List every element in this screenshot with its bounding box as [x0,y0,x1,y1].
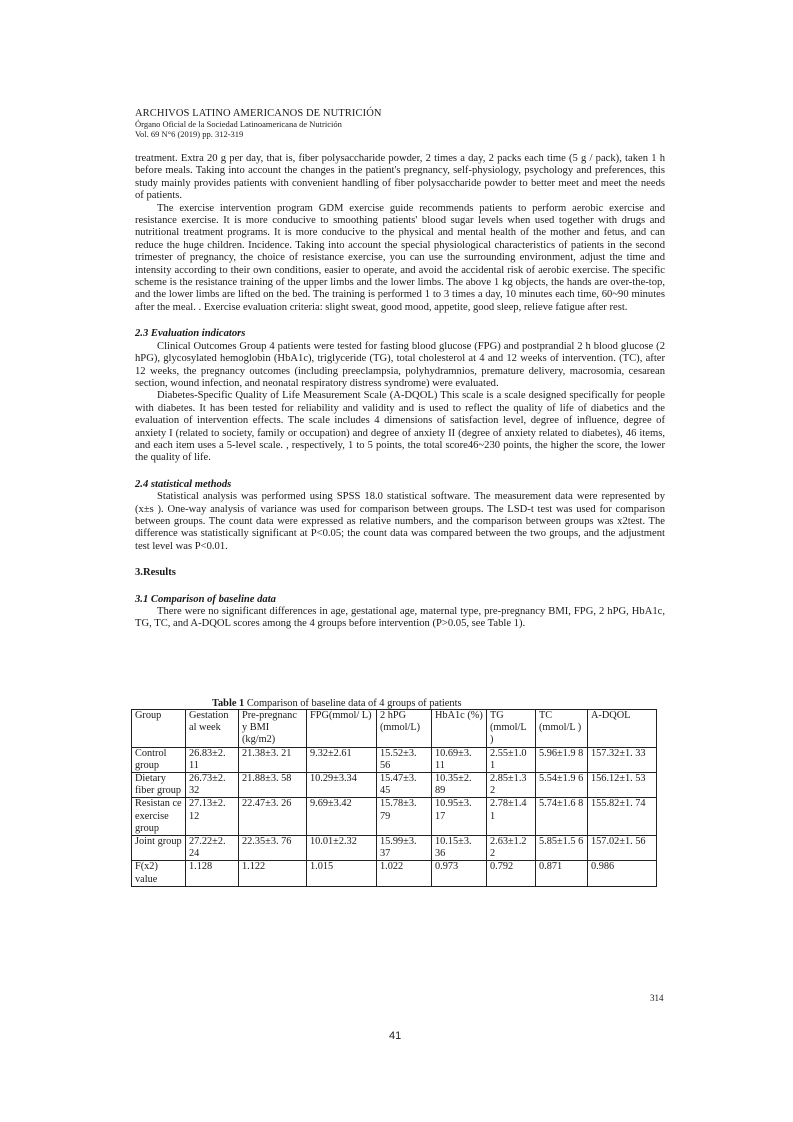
table-cell: 15.99±3. 37 [377,836,432,861]
table-cell: 22.35±3. 76 [239,836,307,861]
table-row [132,836,657,861]
table-cell: 157.32±1. 33 [588,747,657,772]
article-body [135,153,665,631]
table-cell: 5.85±1.5 6 [536,836,588,861]
table-row [132,747,657,772]
table-caption-text: Comparison of baseline data of 4 groups of patients [244,698,462,709]
table-cell: 2.63±1.2 2 [487,836,536,861]
paragraph-statistics: Statistical analysis was performed using SPSS 18.0 statistical software. The measurement data were represented by (x±s ). One-way analysis of variance was used for comparison between groups. The LSD-t test was used for comparison between groups. The count data were expressed as relative numbers, and the comparison between groups was x2test. The difference was statistically significant at P<0.05; the count data was compared between the two groups, and the adjustment test level was P<0.01. [135,491,665,552]
baseline-table [131,709,657,887]
table-cell: 2.85±1.3 2 [487,773,536,798]
table-cell: 10.69±3. 11 [432,747,487,772]
table-cell: 26.83±2. 11 [186,747,239,772]
journal-header [135,108,675,139]
table-header-cell: TG (mmol/L ) [487,710,536,748]
table-cell: 5.74±1.6 8 [536,798,588,836]
table-cell: 1.122 [239,861,307,886]
table-row [132,773,657,798]
table-cell: 27.22±2. 24 [186,836,239,861]
table-row [132,861,657,886]
table-cell: 26.73±2. 32 [186,773,239,798]
table-cell: 21.38±3. 21 [239,747,307,772]
table-cell: 0.986 [588,861,657,886]
table-cell: 10.29±3.34 [307,773,377,798]
table-cell: Joint group [132,836,186,861]
table-cell: 10.95±3. 17 [432,798,487,836]
section-heading-2-3: 2.3 Evaluation indicators [135,328,246,340]
table-cell: 22.47±3. 26 [239,798,307,836]
paragraph-adqol: Diabetes-Specific Quality of Life Measurement Scale (A-DQOL) This scale is a scale designed specifically for people with diabetes. It has been tested for reliability and validity and is used to reflect the quality of life of diabetics and the evaluation of intervention effects. The scale includes 4 dimensions of satisfaction level, degree of influence, degree of anxiety I (related to society, family or occupation) and degree of anxiety II (degree of anxiety related to diabetes), 46 items, and each item uses a 5-level scale. , respectively, 1 to 5 points, the total score46~230 points, the higher the score, the lower the quality of life. [135,390,665,464]
table-cell: 0.871 [536,861,588,886]
table-header-row [132,710,657,748]
table-cell: 15.47±3. 45 [377,773,432,798]
journal-organ: Órgano Oficial de la Sociedad Latinoamericana de Nutrición [135,119,342,129]
table-cell: 0.973 [432,861,487,886]
table-cell: Control group [132,747,186,772]
table-cell: 5.96±1.9 8 [536,747,588,772]
table-cell: 156.12±1. 53 [588,773,657,798]
paragraph-clinical-outcomes: Clinical Outcomes Group 4 patients were tested for fasting blood glucose (FPG) and postprandial 2 h blood glucose (2 hPG), glycosylated hemoglobin (HbA1c), triglyceride (TG), total cholesterol at 4 and 12 weeks of intervention. (TC), after 12 weeks, the pregnancy outcomes (including preeclampsia, polyhydramnios, premature delivery, macrosomia, cesarean section, wound infection, and neonatal respiratory distress syndrome) were evaluated. [135,340,665,389]
table-cell: 1.128 [186,861,239,886]
table-header-cell: A-DQOL [588,710,657,748]
table-caption-label: Table 1 [212,698,245,709]
section-heading-2-4: 2.4 statistical methods [135,478,232,490]
table-cell: 27.13±2. 12 [186,798,239,836]
table-cell: 1.015 [307,861,377,886]
section-heading-3-1: 3.1 Comparison of baseline data [135,593,276,605]
table-header-cell: Gestation al week [186,710,239,748]
table-cell: 10.01±2.32 [307,836,377,861]
table-header-cell: FPG(mmol/ L) [307,710,377,748]
table-header-cell: Pre-pregnanc y BMI (kg/m2) [239,710,307,748]
paragraph-baseline: There were no significant differences in age, gestational age, maternal type, pre-pregnancy BMI, FPG, 2 hPG, HbA1c, TG, TC, and A-DQOL scores among the 4 groups before intervention (P>0.05, see Table 1). [135,606,665,630]
page-number: 314 [650,993,664,1003]
table-row [132,798,657,836]
table-header-cell: HbA1c (%) [432,710,487,748]
table-cell: 2.78±1.4 1 [487,798,536,836]
table-cell: 155.82±1. 74 [588,798,657,836]
table-cell: 2.55±1.0 1 [487,747,536,772]
table-caption [212,698,462,709]
table-header-cell: TC (mmol/L ) [536,710,588,748]
table-cell: 10.35±2. 89 [432,773,487,798]
paragraph-treatment: treatment. Extra 20 g per day, that is, fiber polysaccharide powder, 2 times a day, 2 packs each time (5 g / pack), taken 1 h before meals. Taking into account the changes in the patient's pregnancy, self-physiology, psychology and preferences, this study mainly provides patients with convenient handling of fiber polysaccharide powder to better meet and meet the needs of patients. [135,153,665,202]
footer-page-number: 41 [389,1030,402,1042]
table-cell: 0.792 [487,861,536,886]
table-cell: 21.88±3. 58 [239,773,307,798]
table-cell: 15.78±3. 79 [377,798,432,836]
table-cell: 10.15±3. 36 [432,836,487,861]
table-header-cell: 2 hPG (mmol/L) [377,710,432,748]
table-cell: 1.022 [377,861,432,886]
section-heading-3: 3.Results [135,567,176,579]
table-cell: 5.54±1.9 6 [536,773,588,798]
table-cell: 15.52±3. 56 [377,747,432,772]
table-cell: Dietary fiber group [132,773,186,798]
paragraph-exercise: The exercise intervention program GDM exercise guide recommends patients to perform aerobic exercise and resistance exercise. It is more conducive to smoothing patients' blood sugar levels when used together with drugs and nutritional treatment programs. It is more conducive to the physical and mental health of the mother and fetus, and can reduce the huge children. Incidence. Taking into account the special physiological characteristics of patients in the second trimester of pregnancy, the choice of resistance exercise, you can use the surrounding environment, adjust the time and intensity according to their own conditions, easier to operate, and avoid the accidental risk of aerobic exercise. The specific scheme is the resistance training of the upper limbs and the lower limbs. The above 1 kg objects, the hands are over-the-top, and the lower limbs are lifted on the bed. The training is performed 1 to 3 times a day, 10 minutes each time, 60~90 minutes after the meal. . Exercise evaluation criteria: slight sweat, good mood, appetite, good sleep, relieve fatigue after rest. [135,202,665,313]
table-header-cell: Group [132,710,186,748]
table-cell: 9.32±2.61 [307,747,377,772]
journal-volume: Vol. 69 N°6 (2019) pp. 312-319 [135,129,244,139]
table-cell: F(x2) value [132,861,186,886]
table-cell: 157.02±1. 56 [588,836,657,861]
table-cell: Resistan ce exercise group [132,798,186,836]
journal-title: ARCHIVOS LATINO AMERICANOS DE NUTRICIÓN [135,108,382,119]
table-cell: 9.69±3.42 [307,798,377,836]
